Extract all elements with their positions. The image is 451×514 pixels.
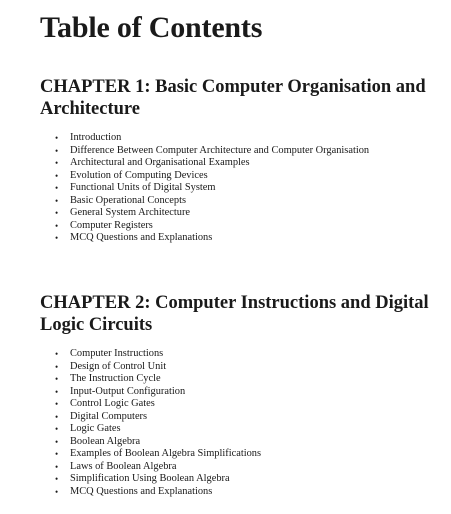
list-item: [54, 182, 435, 195]
chapter-1-heading: CHAPTER 1: Basic Computer Organisation and Architecture: [40, 77, 426, 119]
bullet-icon: •: [55, 170, 59, 181]
list-item: [54, 232, 435, 245]
list-item: [54, 486, 435, 499]
topic-label: The Instruction Cycle: [70, 373, 161, 384]
bullet-icon: •: [55, 424, 59, 434]
bullet-icon: •: [55, 361, 59, 372]
bullet-icon: •: [55, 183, 59, 193]
bullet-icon: •: [55, 349, 59, 359]
list-item: [54, 195, 435, 208]
list-item: [54, 398, 435, 411]
chapter-1-section: [40, 76, 435, 245]
topic-label: MCQ Questions and Explanations: [70, 232, 213, 243]
list-item: [54, 220, 435, 233]
topic-label: Design of Control Unit: [70, 360, 167, 372]
list-item: [54, 145, 435, 158]
topic-label: Boolean Algebra: [70, 435, 141, 447]
bullet-icon: •: [55, 486, 59, 497]
list-item: [54, 132, 435, 145]
bullet-icon: •: [55, 474, 59, 484]
chapter-2-heading: CHAPTER 2: Computer Instructions and Digital Logic Circuits: [40, 293, 429, 335]
bullet-icon: •: [55, 195, 59, 206]
bullet-icon: •: [55, 220, 59, 231]
bullet-icon: •: [55, 133, 59, 143]
list-item: [54, 436, 435, 449]
list-item: [54, 361, 435, 374]
list-item: [54, 448, 435, 461]
topic-label: MCQ Questions and Explanations: [70, 485, 213, 497]
bullet-icon: •: [55, 436, 59, 447]
list-item: [54, 170, 435, 183]
topic-label: Basic Operational Concepts: [70, 194, 186, 206]
topic-label: Introduction: [70, 132, 122, 143]
chapter-2-section: [40, 292, 435, 498]
bullet-icon: •: [55, 374, 59, 384]
bullet-icon: •: [55, 399, 59, 409]
topic-label: Examples of Boolean Algebra Simplifications: [70, 448, 262, 459]
bullet-icon: •: [55, 386, 59, 397]
bullet-icon: •: [55, 449, 59, 459]
topic-label: General System Architecture: [70, 207, 191, 218]
topic-label: Difference Between Computer Architecture and Computer Organisation: [70, 144, 370, 156]
topic-label: Architectural and Organisational Examples: [70, 157, 250, 168]
chapter-1-topic-list: [40, 132, 435, 245]
topic-label: Input-Output Configuration: [70, 385, 186, 397]
topic-label: Computer Instructions: [70, 348, 164, 359]
list-item: [54, 386, 435, 399]
bullet-icon: •: [55, 158, 59, 168]
bullet-icon: •: [55, 145, 59, 156]
topic-label: Simplification Using Boolean Algebra: [70, 473, 230, 484]
list-item: [54, 348, 435, 361]
bullet-icon: •: [55, 233, 59, 243]
list-item: [54, 207, 435, 220]
topic-label: Laws of Boolean Algebra: [70, 460, 177, 472]
list-item: [54, 373, 435, 386]
list-item: [54, 411, 435, 424]
topic-label: Evolution of Computing Devices: [70, 169, 208, 181]
topic-label: Digital Computers: [70, 410, 148, 422]
list-item: [54, 473, 435, 486]
list-item: [54, 157, 435, 170]
topic-label: Control Logic Gates: [70, 398, 155, 409]
list-item: [54, 423, 435, 436]
topic-label: Functional Units of Digital System: [70, 182, 216, 193]
topic-label: Computer Registers: [70, 219, 153, 231]
bullet-icon: •: [55, 411, 59, 422]
list-item: [54, 461, 435, 474]
page-title: Table of Contents: [40, 11, 263, 44]
chapter-2-topic-list: [40, 348, 435, 498]
bullet-icon: •: [55, 461, 59, 472]
bullet-icon: •: [55, 208, 59, 218]
topic-label: Logic Gates: [70, 423, 121, 434]
